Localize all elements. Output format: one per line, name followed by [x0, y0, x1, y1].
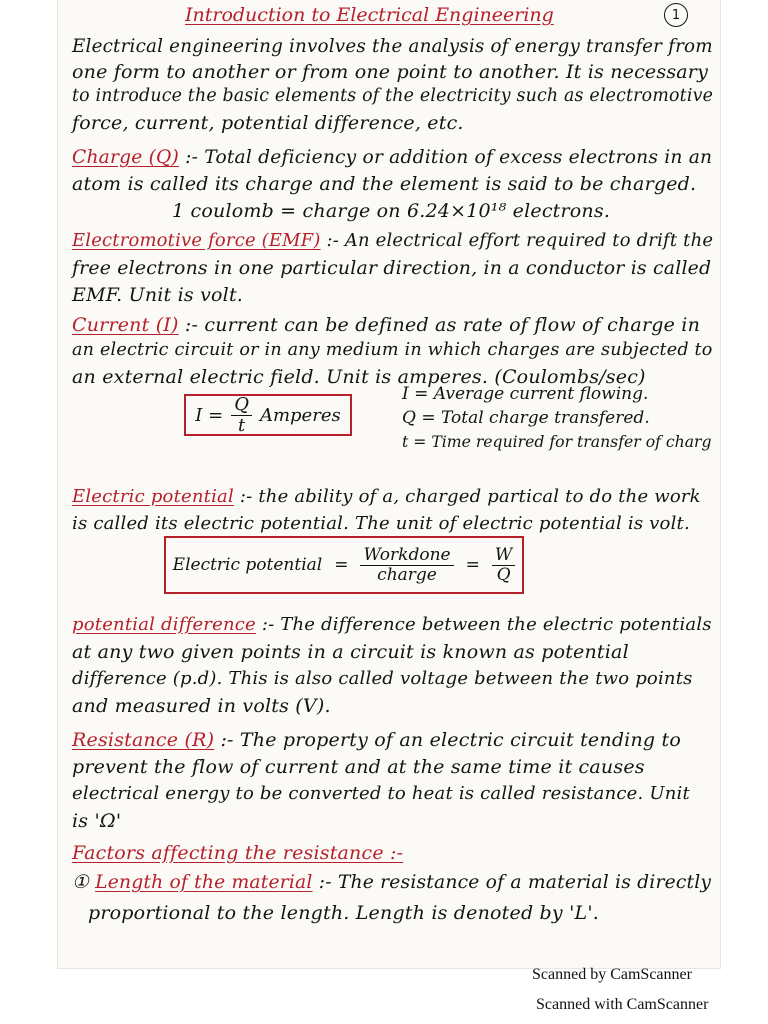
intro-line-2: one form to another or from one point to another. It is necessary	[72, 61, 709, 83]
legend-charge: Q = Total charge transfered.	[402, 408, 650, 428]
resistance-line-2: prevent the flow of current and at the same time it causes	[72, 756, 645, 778]
resistance-line-1	[72, 729, 681, 751]
intro-line-4: force, current, potential difference, etc.	[72, 112, 464, 134]
emf-line-3: EMF. Unit is volt.	[72, 284, 244, 306]
current-formula-num: Q	[231, 395, 252, 416]
emf-line-1	[72, 230, 713, 251]
current-text-1: :- current can be defined as rate of flow of charge in	[184, 314, 701, 336]
current-formula-unit: Amperes	[259, 404, 341, 426]
potential-formula-fraction-2	[492, 546, 515, 584]
potential-formula-fraction-1	[360, 546, 453, 584]
coulomb-definition: 1 coulomb = charge on 6.24×10¹⁸ electrons.	[172, 200, 611, 222]
factors-item1-marker: ①	[72, 872, 89, 893]
current-formula-lhs: I =	[195, 404, 224, 426]
potential-formula-den2: Q	[496, 564, 511, 585]
charge-text-1: :- Total deficiency or addition of excess electrons in an	[185, 147, 713, 168]
pd-heading: potential difference	[72, 614, 256, 635]
potential-formula-num2: W	[492, 546, 515, 566]
resistance-heading: Resistance (R)	[72, 729, 215, 751]
potential-formula-den1: charge	[377, 564, 437, 585]
factors-heading: Factors affecting the resistance :-	[72, 842, 404, 864]
intro-line-1: Electrical engineering involves the analysis of energy transfer from	[72, 36, 713, 57]
resistance-text-1: :- The property of an electric circuit tending to	[220, 729, 681, 751]
current-heading: Current (I)	[72, 314, 179, 336]
scanner-watermark-2: Scanned with CamScanner	[536, 996, 709, 1013]
pd-line-2: at any two given points in a circuit is known as potential	[72, 641, 629, 663]
emf-text-1: :- An electrical effort required to drift the	[326, 230, 714, 251]
page-number-badge: 1	[664, 3, 688, 27]
page-title: Introduction to Electrical Engineering	[185, 4, 554, 26]
current-line-1	[72, 314, 700, 336]
pd-text-1: :- The difference between the electric potentials	[261, 614, 712, 635]
current-line-3: an external electric field. Unit is amperes. (Coulombs/sec)	[72, 366, 646, 388]
current-formula-den: t	[237, 414, 246, 436]
pd-line-4: and measured in volts (V).	[72, 695, 331, 717]
intro-line-3: to introduce the basic elements of the electricity such as electromotive	[72, 86, 714, 106]
factors-item1-heading: Length of the material	[95, 872, 313, 893]
factors-item1-text-1: :- The resistance of a material is directly	[318, 872, 712, 893]
emf-line-2: free electrons in one particular direction, in a conductor is called	[72, 257, 712, 279]
potential-formula-lhs: Electric potential	[172, 555, 323, 575]
emf-heading: Electromotive force (EMF)	[72, 230, 321, 251]
potential-line-1	[72, 486, 701, 507]
legend-time: t = Time required for transfer of charg	[402, 432, 712, 451]
resistance-line-4: is 'Ω'	[72, 810, 122, 832]
charge-heading: Charge (Q)	[72, 147, 180, 168]
factors-item1-line-1	[72, 872, 711, 893]
scanner-watermark-1: Scanned by CamScanner	[532, 966, 692, 983]
current-formula-fraction	[231, 395, 252, 436]
potential-formula-box	[164, 536, 524, 594]
potential-formula-eq1: =	[334, 555, 349, 575]
current-line-2: an electric circuit or in any medium in which charges are subjected to	[72, 340, 713, 360]
potential-text-1: :- the ability of a, charged partical to do the work	[239, 486, 701, 507]
pd-line-3: difference (p.d). This is also called voltage between the two points	[72, 668, 693, 689]
notebook-page	[58, 0, 720, 968]
charge-line-1	[72, 147, 712, 168]
current-formula-box	[184, 394, 352, 436]
factors-item1-line-2: proportional to the length. Length is denoted by 'L'.	[88, 902, 599, 924]
potential-heading: Electric potential	[72, 486, 234, 507]
potential-formula-eq2: =	[465, 555, 480, 575]
legend-current: I = Average current flowing.	[402, 384, 649, 404]
potential-formula-num1: Workdone	[360, 546, 453, 566]
pd-line-1	[72, 614, 712, 635]
resistance-line-3: electrical energy to be converted to heat is called resistance. Unit	[72, 783, 690, 804]
charge-line-2: atom is called its charge and the element is said to be charged.	[72, 173, 697, 195]
potential-line-2: is called its electric potential. The unit of electric potential is volt.	[72, 513, 690, 534]
